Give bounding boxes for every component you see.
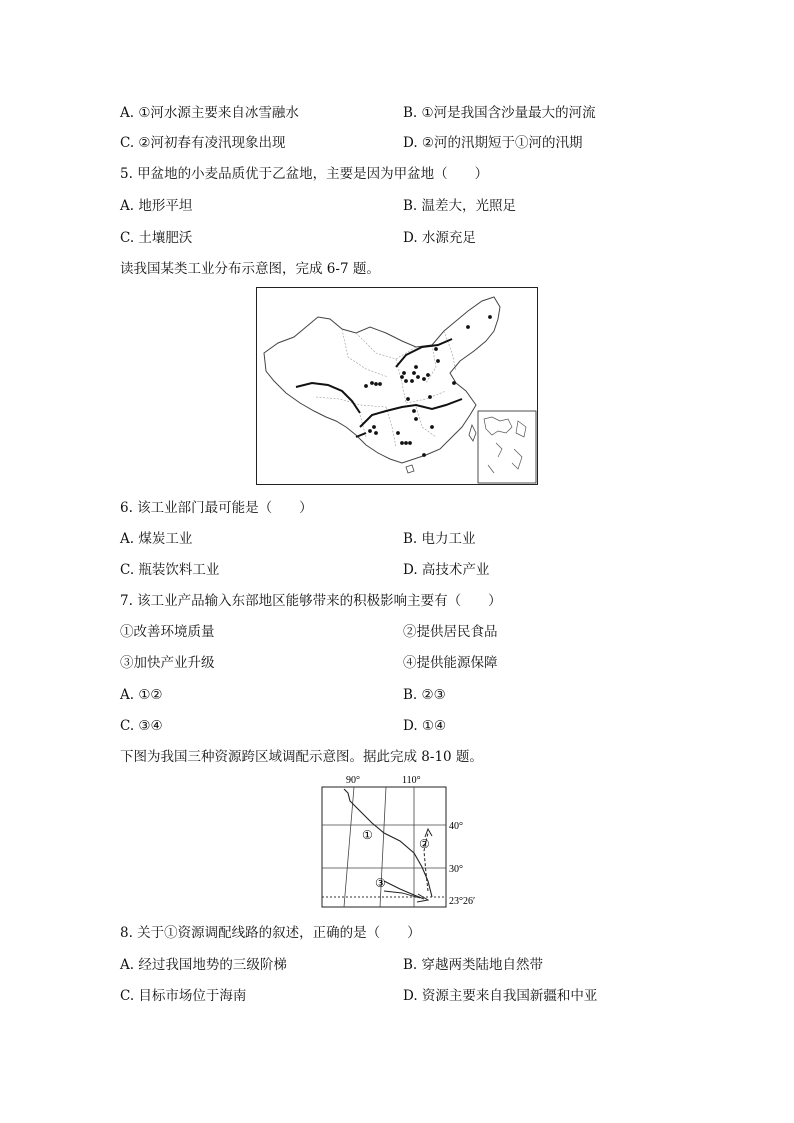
- q7-statement-2: ②提供居民食品: [403, 624, 498, 640]
- route-label-2: ②: [419, 837, 430, 851]
- q7-statement-1: ①改善环境质量: [120, 624, 215, 640]
- q6-option-b: B. 电力工业: [403, 531, 476, 547]
- q7-option-b: B. ②③: [403, 687, 446, 703]
- lon-label-110: 110°: [402, 775, 421, 786]
- q6-option-a: A. 煤炭工业: [120, 531, 193, 547]
- q5-option-a: A. 地形平坦: [120, 198, 193, 214]
- q5-option-d: D. 水源充足: [403, 230, 476, 246]
- q7-statement-4: ④提供能源保障: [403, 655, 498, 671]
- industry-distribution-map: [256, 287, 538, 485]
- lat-label-40: 40°: [449, 821, 463, 832]
- q4-option-a: A. ①河水源主要来自冰雪融水: [120, 105, 299, 121]
- intro-6-7: 读我国某类工业分布示意图，完成 6-7 题。: [120, 261, 380, 277]
- q4-option-c: C. ②河初春有凌汛现象出现: [120, 135, 286, 151]
- q5-option-c: C. 土壤肥沃: [120, 230, 193, 246]
- lat-label-tropic: 23°26′: [449, 896, 476, 907]
- q8-option-c: C. 目标市场位于海南: [120, 988, 247, 1004]
- q7-statement-3: ③加快产业升级: [120, 655, 215, 671]
- q4-option-b: B. ①河是我国含沙量最大的河流: [403, 105, 596, 121]
- q6-option-d: D. 高技术产业: [403, 562, 490, 578]
- q5-stem: 5. 甲盆地的小麦品质优于乙盆地，主要是因为甲盆地（ ）: [120, 166, 489, 182]
- q8-stem: 8. 关于①资源调配线路的叙述，正确的是（ ）: [120, 925, 421, 941]
- q5-option-b: B. 温差大，光照足: [403, 198, 517, 214]
- route-label-3: ③: [375, 876, 386, 890]
- q8-option-d: D. 资源主要来自我国新疆和中亚: [403, 988, 598, 1004]
- route-label-1: ①: [362, 828, 373, 842]
- lon-label-90: 90°: [346, 775, 360, 786]
- q7-option-c: C. ③④: [120, 718, 163, 734]
- q8-option-a: A. 经过我国地势的三级阶梯: [120, 957, 287, 973]
- q7-option-d: D. ①④: [403, 718, 447, 734]
- intro-8-10: 下图为我国三种资源跨区域调配示意图。据此完成 8-10 题。: [120, 749, 483, 765]
- q6-stem: 6. 该工业部门最可能是（ ）: [120, 500, 313, 516]
- q7-option-a: A. ①②: [120, 687, 163, 703]
- q4-option-d: D. ②河的汛期短于①河的汛期: [403, 135, 583, 151]
- q8-option-b: B. 穿越两类陆地自然带: [403, 957, 544, 973]
- lat-label-30: 30°: [449, 864, 463, 875]
- q7-stem: 7. 该工业产品输入东部地区能够带来的积极影响主要有（ ）: [120, 593, 502, 609]
- resource-transfer-map: [318, 773, 500, 913]
- q6-option-c: C. 瓶装饮料工业: [120, 562, 220, 578]
